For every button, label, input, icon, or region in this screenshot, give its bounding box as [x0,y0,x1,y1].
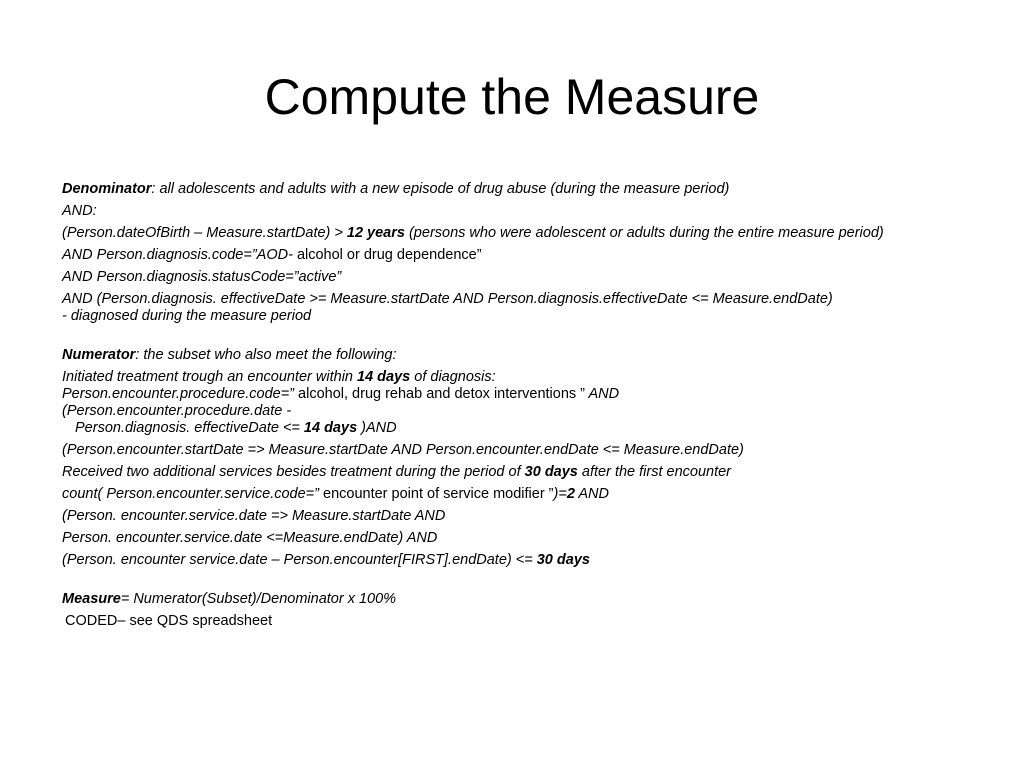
proc-date: (Person.encounter.procedure.date - [62,403,292,419]
svc-first-pre: (Person. encounter service.date – Person.encounter[FIRST].endDate) <= [62,552,537,568]
count-line [62,486,972,503]
denominator-and-line: AND: [62,203,97,219]
service-first-line [62,552,972,569]
count-post: AND [574,486,609,502]
measure-line [62,591,972,608]
effective-date-line [62,291,972,325]
numerator-label: Numerator [62,347,136,363]
proc-plain: alcohol, drug rehab and detox interventions ” [298,386,586,402]
slide-title: Compute the Measure [264,69,760,125]
denominator-line [62,181,972,198]
spacer [62,330,972,347]
init-pre: Initiated treatment trough an encounter within [62,369,358,385]
date-line-2: - diagnosed during the measure period [62,308,312,324]
service-start-line: (Person. encounter.service.date => Measure.startDate AND [62,508,446,524]
diag-plain: alcohol or drug dependence” [296,247,482,263]
diag-eff-line [62,420,397,436]
status-code-line: AND Person.diagnosis.statusCode=”active” [62,269,342,285]
denominator-desc: : all adolescents and adults with a new episode of drug abuse (during the measure period) [151,181,730,197]
count-plain: encounter point of service modifier ” [323,486,554,502]
received-services-line [62,464,972,481]
dob-line [62,225,972,242]
count-pre: count( Person.encounter.service.code=” [62,486,324,502]
diagnosis-code-line [62,247,972,264]
proc-post: AND [585,386,620,402]
date-line-1: AND (Person.diagnosis. effectiveDate >= Measure.startDate AND Person.diagnosis.effectiveDate <= Measure.endDate) [62,291,833,307]
dob-post: (persons who were adolescent or adults during the entire measure period) [404,225,884,241]
init-post: of diagnosis: [410,369,496,385]
initiated-treatment-block [62,369,972,437]
count-mid: )= [553,486,567,502]
denominator-label: Denominator [62,181,152,197]
dob-bold: 12 years [346,225,405,241]
diag-pre: AND Person.diagnosis.code=”AOD- [62,247,297,263]
measure-label: Measure [62,591,121,607]
measure-formula: = Numerator(Subset)/Denominator x 100% [120,591,397,607]
service-end-line: Person. encounter.service.date <=Measure.endDate) AND [62,530,438,546]
svc-first-bold: 30 days [536,552,590,568]
slide-body [62,181,972,635]
spacer [62,574,972,591]
diag-eff-pre: Person.diagnosis. effectiveDate <= [75,420,304,436]
count-bold: 2 [566,486,575,502]
diag-eff-post: )AND [357,420,397,436]
encounter-start-line: (Person.encounter.startDate => Measure.startDate AND Person.encounter.endDate <= Measure.endDate) [62,442,744,458]
numerator-line [62,347,972,364]
dob-pre: (Person.dateOfBirth – Measure.startDate) > [62,225,347,241]
coded-line: CODED– see QDS spreadsheet [65,613,273,629]
recv-pre: Received two additional services besides treatment during the period of [62,464,525,480]
recv-bold: 30 days [524,464,578,480]
proc-pre: Person.encounter.procedure.code=” [62,386,299,402]
init-bold: 14 days [357,369,411,385]
recv-post: after the first encounter [577,464,732,480]
numerator-desc: : the subset who also meet the following: [135,347,397,363]
diag-eff-bold: 14 days [303,420,358,436]
